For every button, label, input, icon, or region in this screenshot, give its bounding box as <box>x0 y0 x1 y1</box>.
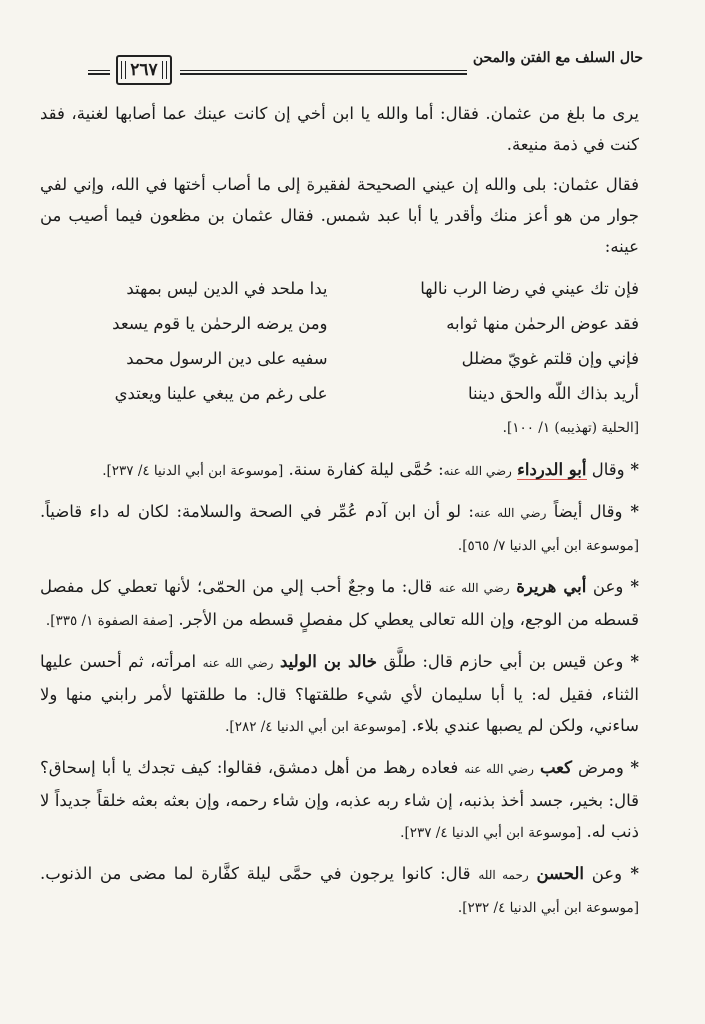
poem <box>40 271 639 411</box>
honorific: رضي الله عنه <box>443 464 512 478</box>
item-text: قال: ما وجعٌ أحب إلي من الحمّى؛ لأنها تعطي كل مفصل قسطه من الوجع، وإن الله تعالى يعطي كل مفصلٍ قسطه من الأجر. <box>40 577 639 629</box>
page-header <box>88 44 643 84</box>
narration-item <box>40 496 639 562</box>
verse-second-hemistich: سفيه على دين الرسول محمد <box>126 349 328 368</box>
poem-verse <box>40 341 639 376</box>
item-text: : لو أن ابن آدم عُمِّر في الصحة والسلامة: لكان له داء قاضياً. <box>40 502 474 521</box>
item-text: فعاده رهط من أهل دمشق، فقالوا: كيف تجدك يا أبا إسحاق؟ قال: بخير، جسد أخذ بذنبه، إن شاء ربه عذبه، وإن شاء رحمه، وإن بعثه بعثه خلقاً جديداً لا ذنب له. <box>40 758 639 841</box>
item-text: وعن <box>583 864 623 883</box>
narration-item <box>40 454 639 487</box>
narration-item <box>40 646 639 743</box>
poem-verse <box>40 306 639 341</box>
page-number: ٢٦٧ <box>116 55 172 85</box>
verse-second-hemistich: ومن يرضه الرحمٰن يا قوم يسعد <box>112 314 328 333</box>
narration-item <box>40 571 639 637</box>
honorific: رضي الله عنه <box>202 656 274 670</box>
poem-reference: [الحلية (تهذيبه) ١/ ١٠٠]. <box>502 420 639 436</box>
item-text: وقال أيضاً <box>546 502 623 521</box>
verse-first-hemistich: فإن تك عيني في رضا الرب نالها <box>420 279 639 298</box>
paragraph: فقال عثمان: بلى والله إن عيني الصحيحة لفقيرة إلى ما أصاب أختها في الله، وإني لفي جوار من هو أعز منك وأقدر يا أبا عبد شمس. فقال عثمان بن مظعون فيما أصيب من عينه: <box>40 175 639 256</box>
source-reference: [موسوعة ابن أبي الدنيا ٤/ ٢٨٢]. <box>225 719 407 735</box>
verse-second-hemistich: يدا ملحد في الدين ليس بمهتد <box>126 279 328 298</box>
verse-first-hemistich: أريد بذاك اللّه والحق ديننا <box>467 384 639 403</box>
narration-item <box>40 858 639 924</box>
verse-second-hemistich: على رغم من يبغي علينا ويعتدي <box>114 384 328 403</box>
narrator-name: أبو الدرداء <box>517 460 587 479</box>
item-text: وعن <box>586 577 624 596</box>
source-reference: [موسوعة ابن أبي الدنيا ٤/ ٢٣٧]. <box>102 463 284 479</box>
narrator-name: خالد بن الوليد <box>279 652 377 671</box>
item-text: وقال <box>586 460 625 479</box>
verse-first-hemistich: فإني وإن قلتم غويّ مضلل <box>461 349 639 368</box>
header-rule-left <box>88 70 110 75</box>
verse-first-hemistich: فقد عوض الرحمٰن منها ثوابه <box>446 314 639 333</box>
item-text: ومرض <box>572 758 624 777</box>
page-body <box>40 98 639 933</box>
honorific: رضي الله عنه <box>464 762 534 776</box>
narrator-name: الحسن <box>536 864 584 883</box>
source-reference: [موسوعة ابن أبي الدنيا ٤/ ٢٣٢]. <box>457 900 639 916</box>
item-text: امرأته، ثم أحسن عليها الثناء، فقيل له: يا أبا سليمان لأي شيء طلقتها؟ قال: ما طلقتها لأمر رابني منها ولا ساءني، ولكن لم يصبها عندي بلاء. <box>40 652 639 735</box>
poem-verse <box>40 376 639 411</box>
poem-verse <box>40 271 639 306</box>
source-reference: [صفة الصفوة ١/ ٣٣٥]. <box>45 613 174 629</box>
source-reference: [موسوعة ابن أبي الدنيا ٤/ ٢٣٧]. <box>400 825 582 841</box>
honorific: رضي الله عنه <box>473 506 547 520</box>
running-title: حال السلف مع الفتن والمحن <box>472 50 643 66</box>
narration-item <box>40 752 639 849</box>
source-reference: [موسوعة ابن أبي الدنيا ٧/ ٥٦٥]. <box>457 538 639 554</box>
item-text: قال: كانوا يرجون في حمَّى ليلة كفَّارة لما مضى من الذنوب. <box>40 864 479 883</box>
narrator-name: أبي هريرة <box>516 577 587 596</box>
item-text: وعن قيس بن أبي حازم قال: طلَّق <box>376 652 624 671</box>
paragraph: يرى ما بلغ من عثمان. فقال: أما والله يا ابن أخي إن كانت عينك عما أصابها لغنية، فقد كنت في ذمة منيعة. <box>40 104 639 154</box>
honorific: رضي الله عنه <box>438 581 510 595</box>
narrator-name: كعب <box>539 758 572 777</box>
item-text: : حُمَّى ليلة كفارة سنة. <box>283 460 444 479</box>
honorific: رحمه الله <box>478 868 529 882</box>
header-rule <box>180 70 467 75</box>
